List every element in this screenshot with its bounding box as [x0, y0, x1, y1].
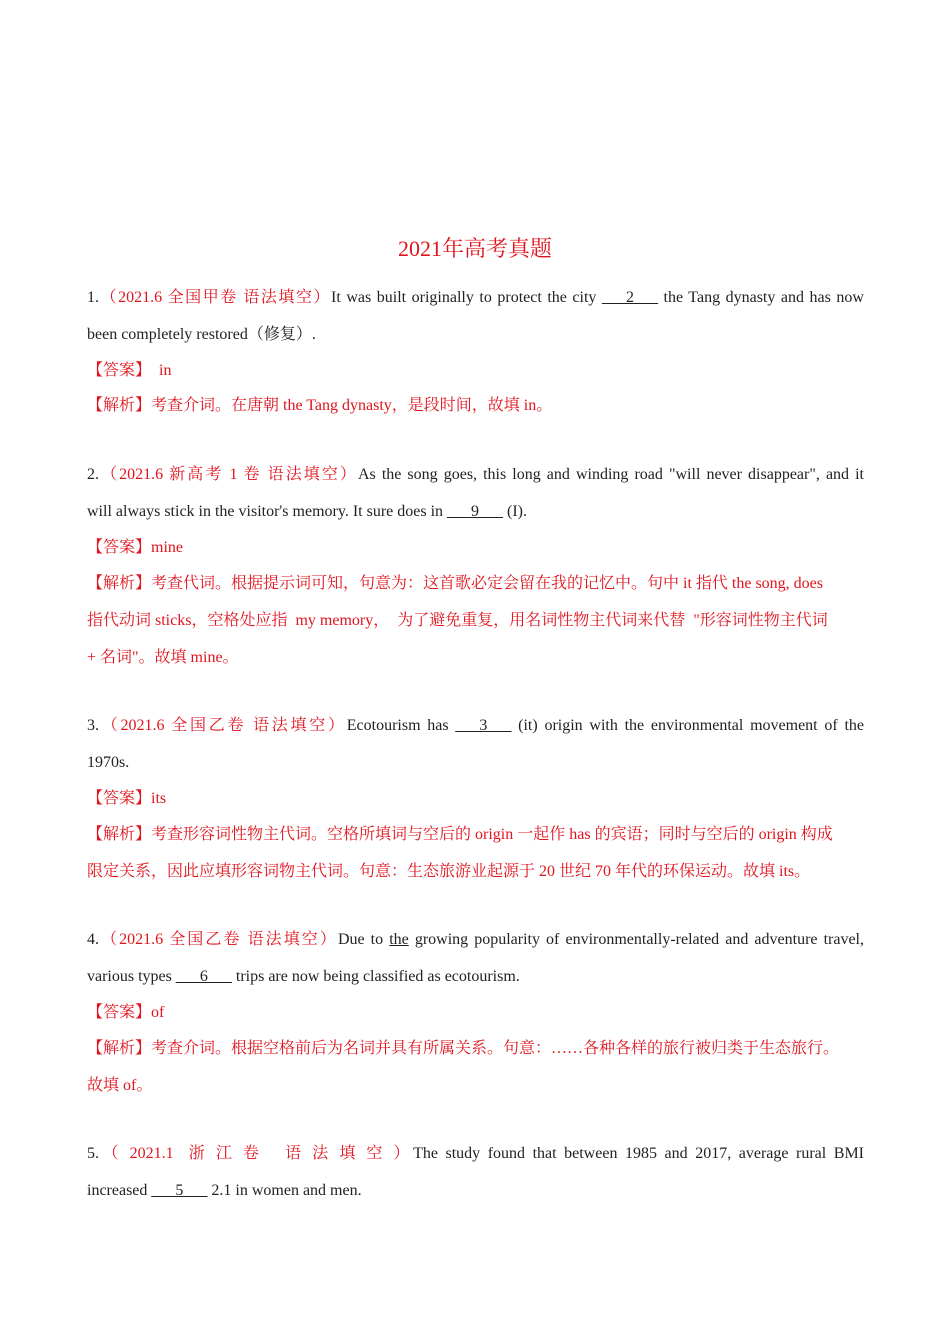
analysis-text: 考查介词。在唐朝 the Tang dynasty，是段时间，故填 in。 — [151, 397, 553, 414]
analysis-line: + 名词"。故填 mine。 — [87, 649, 239, 666]
analysis-text: 考查代词。根据提示词可知，句意为：这首歌必定会留在我的记忆中。句中 it 指代 the song, does — [151, 575, 824, 592]
answer-line — [87, 530, 864, 565]
question-text: various types — [87, 968, 176, 985]
answer-tag: 【答案】 — [87, 362, 152, 379]
question-2 — [87, 456, 864, 676]
answer-line — [87, 353, 864, 388]
answer-value: mine — [151, 539, 184, 556]
question-3 — [87, 707, 864, 890]
question-source: （2021.6 全国乙卷 语法填空） — [99, 931, 338, 948]
analysis-tag: 【解析】 — [87, 1040, 152, 1057]
question-text: (I). — [503, 503, 527, 520]
answer-value: of — [151, 1004, 165, 1021]
question-text: Ecotourism has — [346, 717, 456, 734]
analysis-tag: 【解析】 — [87, 826, 152, 843]
analysis-text: 考查形容词性物主代词。空格所填词与空后的 origin 一起作 has 的宾语；同时与空后的 origin 构成 — [151, 826, 833, 843]
question-line — [87, 707, 864, 744]
question-text: the Tang dynasty and has now — [657, 289, 864, 306]
analysis-tag: 【解析】 — [87, 575, 152, 592]
question-number: 1. — [87, 289, 99, 306]
analysis-line — [87, 1030, 864, 1067]
question-source: （2021.6 全国乙卷 语法填空） — [99, 717, 347, 734]
answer-line — [87, 995, 864, 1030]
question-line — [87, 921, 864, 958]
question-line: 1970s. — [87, 754, 130, 771]
question-source: （ 2021.1 浙 江 卷 语 法 填 空 ） — [99, 1145, 414, 1162]
answer-line — [87, 781, 864, 816]
analysis-text: 考查介词。根据空格前后为名词并具有所属关系。句意：……各种各样的旅行被归类于生态旅行。 — [151, 1040, 840, 1057]
analysis-line: 指代动词 sticks，空格处应指 my memory， 为了避免重复，用名词性物主代词来代替 "形容词性物主代词 — [87, 612, 828, 629]
page-title: 2021年高考真题 — [397, 236, 552, 261]
underlined-word: the — [389, 931, 409, 948]
question-text: As the song goes, this long and winding road "will never disappear", and it — [357, 466, 864, 483]
question-number: 2. — [87, 466, 99, 483]
question-line — [87, 1172, 864, 1209]
analysis-line — [87, 565, 864, 602]
question-source: （2021.6 新高考 1 卷 语法填空） — [99, 466, 358, 483]
answer-value: its — [151, 790, 167, 807]
analysis-line — [87, 388, 864, 423]
question-text: increased — [87, 1182, 152, 1199]
answer-tag: 【答案】 — [87, 539, 152, 556]
question-number: 4. — [87, 931, 99, 948]
question-text: Due to — [337, 931, 390, 948]
question-line — [87, 1135, 864, 1172]
question-text: growing popularity of environmentally-related and adventure travel, — [408, 931, 864, 948]
analysis-line: 故填 of。 — [87, 1077, 153, 1094]
blank: ___9___ — [447, 503, 504, 520]
answer-tag: 【答案】 — [87, 790, 152, 807]
question-text: It was built originally to protect the city — [331, 289, 602, 306]
question-1 — [87, 279, 864, 423]
question-source: （2021.6 全国甲卷 语法填空） — [99, 289, 332, 306]
question-line — [87, 958, 864, 995]
blank: ___2___ — [601, 289, 658, 306]
question-line — [87, 279, 864, 316]
question-text: trips are now being classified as ecotourism. — [231, 968, 520, 985]
analysis-tag: 【解析】 — [87, 397, 152, 414]
answer-tag: 【答案】 — [87, 1004, 152, 1021]
analysis-line: 限定关系，因此应填形容词物主代词。句意：生态旅游业起源于 20 世纪 70 年代的环保运动。故填 its。 — [87, 863, 811, 880]
question-number: 3. — [87, 717, 99, 734]
question-text: 2.1 in women and men. — [207, 1182, 362, 1199]
blank: ___6___ — [175, 968, 232, 985]
question-text: The study found that between 1985 and 2017, average rural BMI — [413, 1145, 864, 1162]
question-text: will always stick in the visitor's memory. It sure does in — [87, 503, 448, 520]
answer-value: in — [151, 362, 172, 379]
question-line — [87, 456, 864, 493]
blank: ___5___ — [151, 1182, 208, 1199]
question-text: (it) origin with the environmental movement of the — [511, 717, 864, 734]
analysis-line — [87, 816, 864, 853]
question-5 — [87, 1135, 864, 1209]
blank: ___3___ — [455, 717, 512, 734]
question-line: been completely restored（修复）. — [87, 326, 316, 343]
question-line — [87, 493, 864, 530]
question-4 — [87, 921, 864, 1104]
question-number: 5. — [87, 1145, 99, 1162]
